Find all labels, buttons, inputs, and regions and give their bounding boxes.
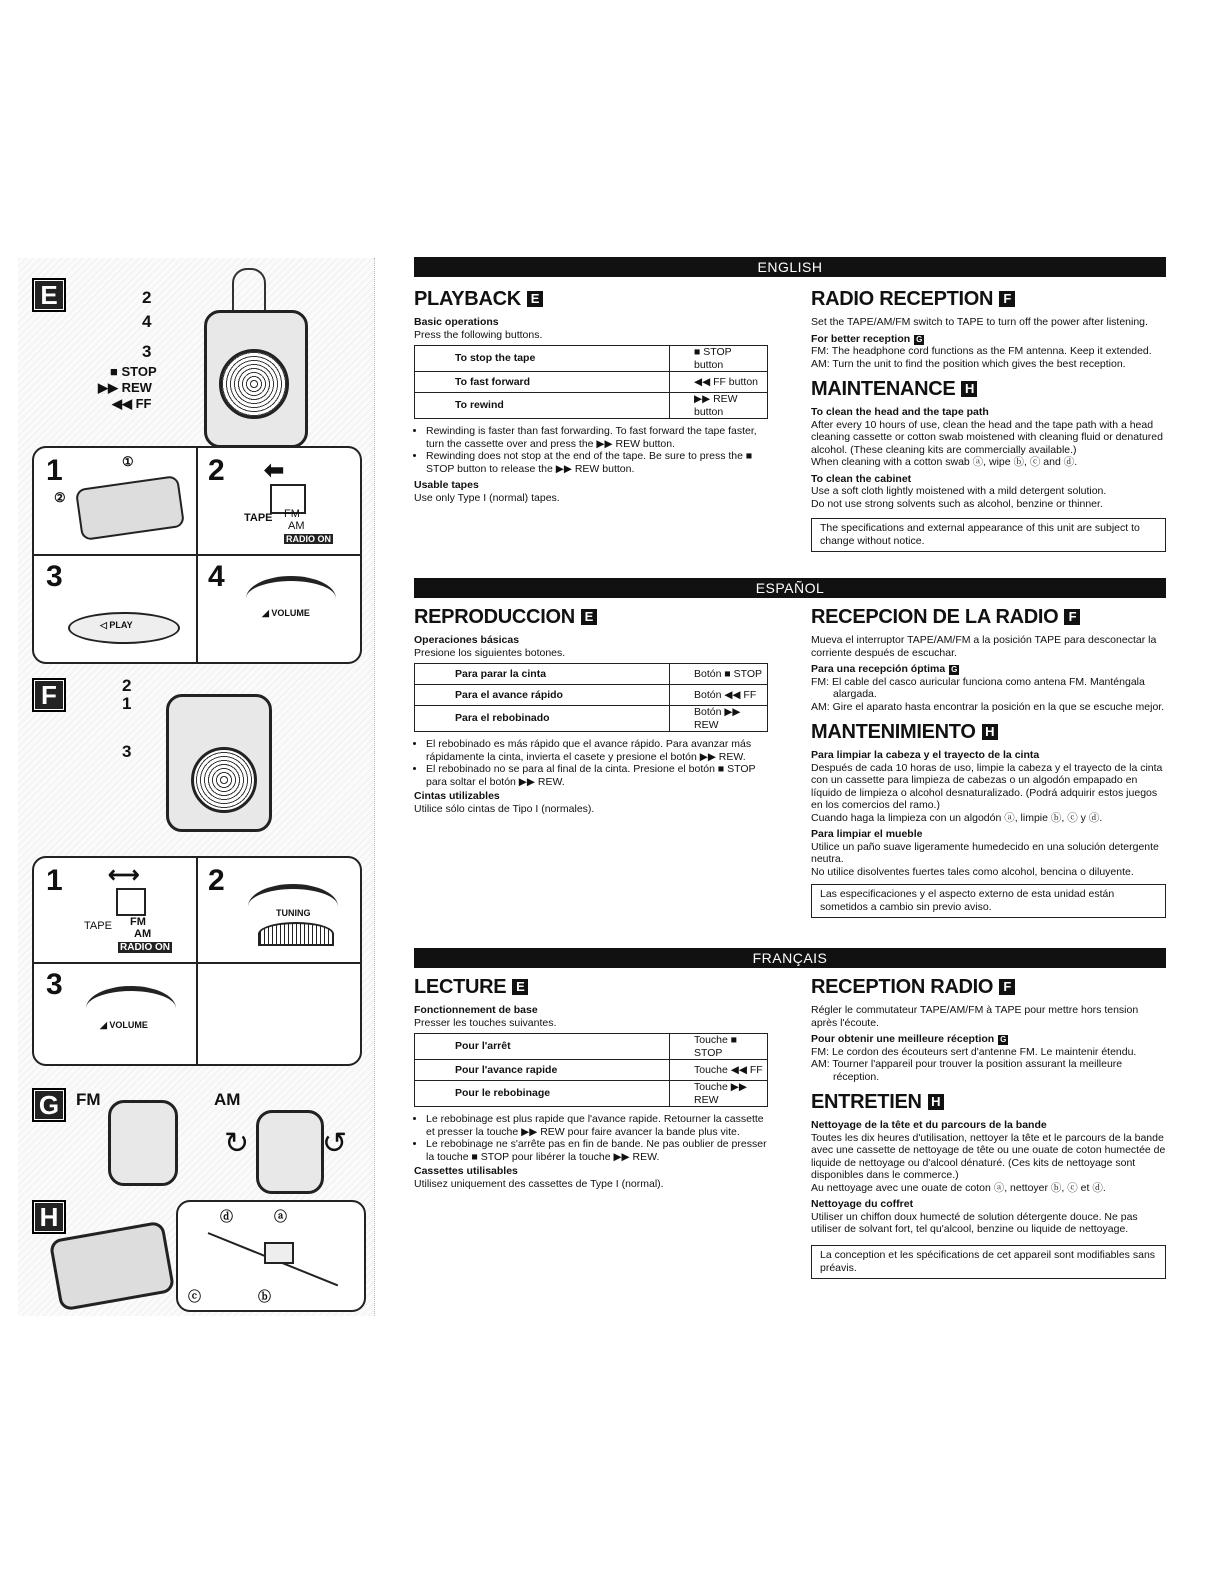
- subheading: Fonctionnement de base: [414, 1004, 538, 1016]
- figure-ref-badge: H: [928, 1094, 944, 1110]
- french-radio-column: [811, 976, 1166, 1236]
- paragraph: Mueva el interruptor TAPE/AM/FM a la posición TAPE para desconectar la corriente después de escuchar.: [811, 634, 1157, 659]
- operations-table: [414, 663, 768, 732]
- table-cell: Botón ◀◀ FF: [670, 685, 768, 706]
- radio-on-indicator: RADIO ON: [286, 534, 331, 544]
- callout-4: 4: [142, 312, 152, 331]
- figure-ref-badge: E: [512, 979, 528, 995]
- table-cell: Touche ◀◀ FF: [670, 1060, 768, 1081]
- tape-head-icon: [264, 1242, 294, 1264]
- section-banner-spanish: ESPAÑOL: [414, 578, 1166, 598]
- tape-switch-icon: [116, 888, 146, 916]
- step-2: 2: [208, 864, 225, 897]
- callout-3: 3: [122, 742, 132, 761]
- playback-title: LECTURE: [414, 976, 507, 998]
- table-row: [415, 346, 768, 372]
- playback-title: REPRODUCCION: [414, 606, 575, 628]
- paragraph: AM: Tourner l'appareil pour trouver la position assurant la meilleure réception.: [811, 1058, 1123, 1083]
- fm-label: FM: [76, 1090, 101, 1109]
- notice-box: The specifications and external appearance of this unit are subject to change without notice.: [811, 518, 1166, 552]
- subheading: Nettoyage de la tête et du parcours de la bande: [811, 1119, 1047, 1131]
- table-cell: Pour le rebobinage: [415, 1081, 670, 1107]
- table-cell: To fast forward: [415, 372, 670, 393]
- paragraph: Use only Type I (normal) tapes.: [414, 491, 560, 504]
- figure-label-e: E: [32, 278, 66, 312]
- maintenance-title: MAINTENANCE: [811, 378, 956, 400]
- table-cell: Botón ■ STOP: [670, 664, 768, 685]
- callout-c: ⓒ: [188, 1289, 202, 1304]
- illustration-strip: [18, 258, 375, 1316]
- paragraph: Do not use strong solvents such as alcohol, benzine or thinner.: [811, 497, 1103, 510]
- rotate-left-icon: ↻: [224, 1127, 250, 1160]
- radio-title: RECEPTION RADIO: [811, 976, 994, 998]
- figure-ref-badge: F: [1064, 609, 1080, 625]
- better-reception-label: Para una recepción óptima: [811, 663, 946, 675]
- cassette-player-drawing: [49, 1220, 176, 1311]
- paragraph: No utilice disolventes fuertes tales como alcohol, bencina o diluyente.: [811, 865, 1134, 878]
- arrow-left-icon: ⬅: [264, 457, 285, 484]
- figure-label-h: H: [32, 1200, 66, 1234]
- paragraph: AM: Turn the unit to find the position which gives the best reception.: [811, 357, 1126, 370]
- table-cell: Pour l'avance rapide: [415, 1060, 670, 1081]
- fm-label: FM: [284, 508, 300, 520]
- step-3: 3: [46, 968, 63, 1001]
- operations-table: [414, 1033, 768, 1107]
- better-reception-label: Pour obtenir une meilleure réception: [811, 1033, 995, 1045]
- table-cell: Touche ■ STOP: [670, 1034, 768, 1060]
- figure-ref-badge: H: [961, 381, 977, 397]
- radio-on-indicator: RADIO ON: [120, 942, 170, 953]
- cassette-player-drawing: [108, 1100, 178, 1186]
- playback-title: PLAYBACK: [414, 288, 521, 310]
- figure-label-f: F: [32, 678, 66, 712]
- cassette-reel-icon: [219, 349, 289, 419]
- table-cell: ◀◀ FF button: [670, 372, 768, 393]
- table-cell: To rewind: [415, 393, 670, 419]
- callout-2: 2: [122, 676, 132, 695]
- radio-title: RECEPCION DE LA RADIO: [811, 606, 1059, 628]
- step-1: 1: [46, 864, 63, 897]
- paragraph: Régler le commutateur TAPE/AM/FM à TAPE pour mettre hors tension après l'écoute.: [811, 1004, 1139, 1029]
- table-cell: Para parar la cinta: [415, 664, 670, 685]
- figure-e-steps-panel: [32, 446, 362, 664]
- subheading: Cintas utilizables: [414, 790, 500, 802]
- paragraph: Use a soft cloth lightly moistened with a mild detergent solution.: [811, 485, 1107, 497]
- subheading: Para limpiar la cabeza y el trayecto de la cinta: [811, 749, 1040, 761]
- notes-list: [414, 1113, 770, 1163]
- list-item: • Le rebobinage est plus rapide que l'avance rapide. Retourner la cassette et presser la touche ▶▶ REW pour faire avancer la bande plus vite.: [426, 1113, 770, 1138]
- table-row: [415, 706, 768, 732]
- figure-ref-badge: E: [527, 291, 543, 307]
- french-playback-column: [414, 976, 770, 1190]
- tape-label: TAPE: [244, 512, 273, 524]
- volume-label: ◢ VOLUME: [100, 1020, 148, 1030]
- spanish-radio-column: [811, 606, 1166, 878]
- table-row: [415, 1034, 768, 1060]
- figure-ref-badge: F: [999, 291, 1015, 307]
- subheading: [811, 333, 1166, 346]
- subheading: Para limpiar el mueble: [811, 828, 923, 840]
- table-row: [415, 685, 768, 706]
- tape-head-detail: [176, 1200, 366, 1312]
- cassette-player-drawing: [256, 1110, 324, 1194]
- volume-label: ◢ VOLUME: [262, 608, 310, 618]
- table-cell: Touche ▶▶ REW: [670, 1081, 768, 1107]
- figure-ref-badge: H: [982, 724, 998, 740]
- step-3: 3: [46, 560, 63, 593]
- step-1: 1: [46, 454, 63, 487]
- english-playback-column: [414, 288, 770, 504]
- section-title: [414, 288, 770, 310]
- paragraph: Utilisez uniquement des cassettes de Type I (normal).: [414, 1177, 664, 1190]
- section-title: [414, 606, 770, 628]
- paragraph: Au nettoyage avec une ouate de coton ⓐ, nettoyer ⓑ, ⓒ et ⓓ.: [811, 1181, 1106, 1194]
- rotate-right-icon: ↺: [322, 1127, 348, 1160]
- headphone-cord-icon: [232, 268, 266, 310]
- subheading: Nettoyage du coffret: [811, 1198, 914, 1210]
- paragraph: FM: Le cordon des écouteurs sert d'antenne FM. Le maintenir étendu.: [811, 1045, 1137, 1058]
- cassette-player-drawing: [204, 310, 308, 448]
- paragraph: Después de cada 10 horas de uso, limpie la cabeza y el trayecto de la cinta con un cassette para limpieza de cabezas o un algodón empapado en líquido de limpieza o alcohol desnaturalizado. (Podrá adquirir estos juegos en los comercios del ramo.): [811, 761, 1163, 811]
- table-cell: Botón ▶▶ REW: [670, 706, 768, 732]
- figure-f-steps-panel: [32, 856, 362, 1066]
- am-label: AM: [134, 928, 152, 940]
- callout-d: ⓓ: [220, 1209, 234, 1224]
- am-label: AM: [288, 520, 305, 532]
- table-row: [415, 664, 768, 685]
- cassette-reel-icon: [191, 747, 257, 813]
- subheading: To clean the cabinet: [811, 472, 912, 485]
- table-cell: Pour l'arrêt: [415, 1034, 670, 1060]
- notice-box: Las especificaciones y el aspecto externo de esta unidad están sometidos a cambio sin previo aviso.: [811, 884, 1166, 918]
- section-title: [811, 288, 1166, 310]
- paragraph: FM: The headphone cord functions as the FM antenna. Keep it extended.: [811, 345, 1152, 357]
- section-title: [811, 721, 1166, 743]
- subheading: Cassettes utilisables: [414, 1165, 518, 1177]
- tuning-label: TUNING: [276, 908, 311, 918]
- paragraph: Presser les touches suivantes.: [414, 1016, 557, 1029]
- step-4: 4: [208, 560, 225, 593]
- maintenance-title: ENTRETIEN: [811, 1091, 922, 1113]
- figure-label-g: G: [32, 1088, 66, 1122]
- section-title: [811, 378, 1166, 400]
- maintenance-title: MANTENIMIENTO: [811, 721, 976, 743]
- subheading: To clean the head and the tape path: [811, 406, 989, 418]
- figure-ref-badge: G: [1000, 1035, 1007, 1044]
- paragraph: Set the TAPE/AM/FM switch to TAPE to turn off the power after listening.: [811, 316, 1148, 328]
- table-row: [415, 1081, 768, 1107]
- notes-list: [414, 425, 770, 475]
- operations-table: [414, 345, 768, 419]
- english-radio-column: [811, 288, 1166, 510]
- table-cell: Para el rebobinado: [415, 706, 670, 732]
- table-row: [415, 1060, 768, 1081]
- subheading: Operaciones básicas: [414, 634, 520, 646]
- notes-list: [414, 738, 770, 788]
- section-title: [811, 606, 1166, 628]
- stop-label: ■ STOP: [110, 364, 157, 379]
- tape-label: TAPE: [84, 920, 112, 932]
- figure-ref-badge: F: [999, 979, 1015, 995]
- play-label: ◁ PLAY: [100, 620, 133, 630]
- paragraph: Press the following buttons.: [414, 328, 543, 341]
- paragraph: AM: Gire el aparato hasta encontrar la posición en la que se escuche mejor.: [811, 700, 1165, 713]
- paragraph: Presione los siguientes botones.: [414, 646, 566, 659]
- open-cassette-door-drawing: [75, 475, 185, 541]
- figure-ref-badge: G: [916, 334, 923, 344]
- tuning-dial-icon: [258, 922, 334, 946]
- list-item: • El rebobinado es más rápido que el avance rápido. Para avanzar más rápidamente la cinta, invierta el casete y presione el botón ▶▶ REW.: [426, 738, 770, 763]
- callout-circle-1: ①: [122, 454, 134, 469]
- figure-ref-badge: E: [581, 609, 597, 625]
- rew-label: ▶▶ REW: [98, 380, 152, 395]
- better-reception-label: For better reception: [811, 332, 911, 345]
- callout-a: ⓐ: [274, 1209, 288, 1224]
- callout-3: 3: [142, 342, 152, 361]
- table-cell: To stop the tape: [415, 346, 670, 372]
- figure-ref-badge: G: [951, 665, 958, 674]
- table-cell: ■ STOP button: [670, 346, 768, 372]
- step-2: 2: [208, 454, 225, 487]
- section-banner-french: FRANÇAIS: [414, 948, 1166, 968]
- callout-b: ⓑ: [258, 1289, 272, 1304]
- list-item: • Le rebobinage ne s'arrête pas en fin de bande. Ne pas oublier de presser la touche ■ STOP pour libérer la touche ▶▶ REW.: [426, 1138, 770, 1163]
- ff-label: ◀◀ FF: [112, 396, 152, 411]
- paragraph: After every 10 hours of use, clean the head and the tape path with a head cleaning cassette or cotton swab moistened with cleaning fluid or denatured alcohol. (These cleaning kits are commercially available.): [811, 418, 1163, 456]
- fm-label: FM: [130, 916, 146, 928]
- section-title: [811, 976, 1166, 998]
- paragraph: FM: El cable del casco auricular funciona como antena FM. Manténgala alargada.: [811, 675, 1145, 700]
- paragraph: Toutes les dix heures d'utilisation, nettoyer la tête et le parcours de la bande avec une cassette de nettoyage de tête ou une ouate de coton humectée de liquide de nettoyage ou d'alcool dénaturé. (Ces kits de nettoyage sont disponibles dans le commerce.): [811, 1131, 1166, 1181]
- subheading: Basic operations: [414, 316, 499, 328]
- notice-box: La conception et les spécifications de cet appareil sont modifiables sans préavis.: [811, 1245, 1166, 1279]
- list-item: • Rewinding does not stop at the end of the tape. Be sure to press the ■ STOP button to release the ▶▶ REW button.: [426, 450, 770, 475]
- radio-title: RADIO RECEPTION: [811, 288, 994, 310]
- section-title: [414, 976, 770, 998]
- table-cell: ▶▶ REW button: [670, 393, 768, 419]
- double-arrow-icon: ⟷: [108, 862, 140, 887]
- paragraph: Utiliser un chiffon doux humecté de solution détergente douce. Ne pas utiliser de solvant fort, tel qu'alcool, benzine ou liquide de nettoyage.: [811, 1210, 1138, 1235]
- section-title: [811, 1091, 1166, 1113]
- paragraph: When cleaning with a cotton swab ⓐ, wipe ⓑ, ⓒ and ⓓ.: [811, 456, 1078, 468]
- table-cell: Para el avance rápido: [415, 685, 670, 706]
- table-row: [415, 393, 768, 419]
- subheading: Usable tapes: [414, 479, 479, 491]
- paragraph: Cuando haga la limpieza con un algodón ⓐ, limpie ⓑ, ⓒ y ⓓ.: [811, 811, 1103, 824]
- spanish-playback-column: [414, 606, 770, 815]
- cassette-player-drawing: [166, 694, 272, 832]
- callout-2: 2: [142, 288, 152, 307]
- subheading: [811, 1033, 1166, 1046]
- table-row: [415, 372, 768, 393]
- callout-circle-2: ②: [54, 490, 66, 505]
- section-banner-english: ENGLISH: [414, 257, 1166, 277]
- list-item: • Rewinding is faster than fast forwarding. To fast forward the tape faster, turn the cassette over and press the ▶▶ REW button.: [426, 425, 770, 450]
- am-label: AM: [214, 1090, 241, 1109]
- subheading: [811, 663, 1166, 676]
- list-item: • El rebobinado no se para al final de la cinta. Presione el botón ■ STOP para soltar el botón ▶▶ REW.: [426, 763, 770, 788]
- callout-1: 1: [122, 694, 132, 713]
- paragraph: Utilice un paño suave ligeramente humedecido en una solución detergente neutra.: [811, 840, 1159, 865]
- paragraph: Utilice sólo cintas de Tipo I (normales).: [414, 802, 595, 815]
